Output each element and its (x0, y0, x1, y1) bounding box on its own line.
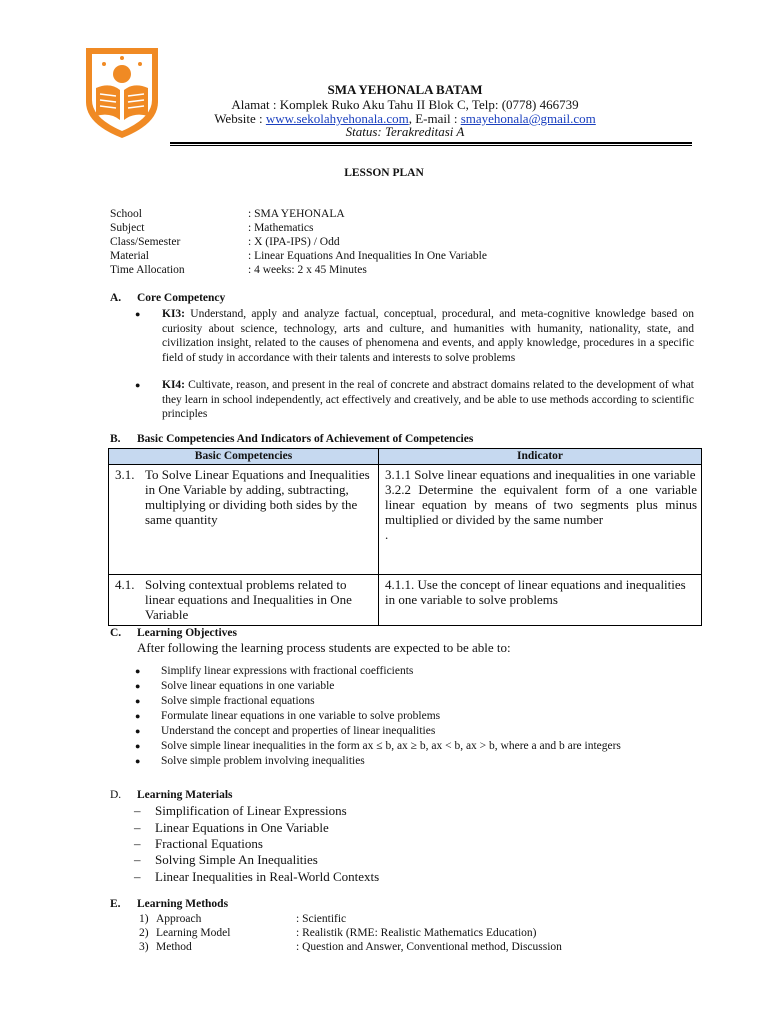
basic-text: To Solve Linear Equations and Inequalities in One Variable by adding, subtracting, multiplying or dividing both sides by the same quantity (145, 467, 370, 527)
bullet-icon: ● (135, 726, 141, 736)
bullet-icon: ● (135, 681, 141, 691)
table-row (109, 465, 702, 575)
material-item: Solving Simple An Inequalities (155, 852, 318, 867)
table-row (109, 575, 702, 626)
info-key: Time Allocation (110, 264, 185, 276)
indicator-line: 4.1.1. Use the concept of linear equations and inequalities in one variable to solve problems (385, 577, 686, 607)
info-value: : Linear Equations And Inequalities In One Variable (248, 250, 487, 262)
document-title: LESSON PLAN (344, 167, 424, 179)
bullet-icon: ● (135, 756, 141, 766)
section-letter: B. (110, 433, 121, 445)
dash-icon: – (134, 803, 141, 818)
bullet-icon: ● (135, 666, 141, 676)
info-value: : 4 weeks: 2 x 45 Minutes (248, 264, 367, 276)
bullet-icon: ● (135, 741, 141, 751)
method-key: Method (156, 941, 192, 953)
objective-item: Solve linear equations in one variable (161, 680, 335, 692)
table-header-row (109, 449, 702, 465)
dash-icon: – (134, 852, 141, 867)
section-title: Basic Competencies And Indicators of Achievement of Competencies (137, 433, 474, 445)
method-key: Approach (156, 913, 202, 925)
dash-icon: – (134, 820, 141, 835)
website-link[interactable]: www.sekolahyehonala.com (265, 111, 409, 126)
indicator-line: . (385, 527, 389, 542)
info-key: Subject (110, 222, 145, 234)
basic-text: Solving contextual problems related to linear equations and Inequalities in One Variable (145, 577, 352, 622)
bullet-icon: ● (135, 380, 141, 390)
email-link[interactable]: smayehonala@gmail.com (460, 111, 596, 126)
school-address: Alamat : Komplek Ruko Aku Tahu II Blok C, Telp: (0778) 466739 (231, 97, 579, 112)
info-value: : Mathematics (248, 222, 314, 234)
basic-number: 3.1. (115, 467, 135, 482)
info-value: : SMA YEHONALA (248, 208, 345, 220)
table-cell-indicator (379, 575, 702, 626)
column-header: Indicator (379, 449, 702, 465)
section-letter: D. (110, 789, 122, 801)
competency-text: Understand, apply and analyze factual, conceptual, procedural, and meta-cognitive knowledge based on curiosity about science, technology, arts and culture, and humanities with humanity, nationality, state, and civilization insight, related to the causes of phenomena and events, and apply knowledge, procedures in a specific field of study in accordance with their talents and interests to solve problems (162, 308, 694, 364)
header-rule (170, 142, 692, 144)
section-title: Learning Objectives (137, 627, 237, 639)
email-label: , E-mail : (408, 111, 461, 126)
info-row (110, 236, 340, 250)
method-row (139, 926, 537, 941)
material-item: Simplification of Linear Expressions (155, 803, 347, 818)
info-key: Class/Semester (110, 236, 181, 248)
objectives-intro: After following the learning process students are expected to be able to: (137, 640, 511, 655)
accreditation-status: Status: Terakreditasi A (345, 124, 465, 139)
info-row (110, 250, 487, 264)
header-rule-thin (170, 145, 692, 146)
method-key: Learning Model (156, 927, 231, 939)
section-title: Core Competency (137, 292, 226, 304)
method-row (139, 940, 562, 955)
method-row (139, 912, 346, 927)
objective-item: Solve simple problem involving inequalities (161, 755, 365, 767)
info-value: : X (IPA-IPS) / Odd (248, 236, 340, 248)
section-letter: C. (110, 627, 122, 639)
section-e-heading (110, 898, 228, 910)
objective-item: Understand the concept and properties of linear inequalities (161, 725, 436, 737)
core-competency-ki4 (162, 378, 694, 422)
table-cell-basic (109, 575, 379, 626)
bullet-icon: ● (135, 696, 141, 706)
objective-item: Simplify linear expressions with fractional coefficients (161, 665, 414, 677)
material-item: Linear Inequalities in Real-World Contexts (155, 869, 380, 884)
competency-label: KI3: (162, 308, 185, 320)
indicator-line: 3.2.2 Determine the equivalent form of a one variable linear equation by means of two segments plus minus multiplied or divided by the same number (385, 482, 697, 527)
section-b-heading (110, 433, 473, 445)
material-item: Fractional Equations (155, 836, 263, 851)
column-header: Basic Competencies (109, 449, 379, 465)
section-c-heading (110, 627, 237, 639)
info-row (110, 264, 367, 278)
basic-number: 4.1. (115, 577, 135, 592)
table-cell-indicator (379, 465, 702, 575)
dash-icon: – (134, 869, 141, 884)
objective-item: Solve simple fractional equations (161, 695, 315, 707)
method-value: : Question and Answer, Conventional method, Discussion (296, 941, 562, 953)
objective-item: Solve simple linear inequalities in the form ax ≤ b, ax ≥ b, ax < b, ax > b, where a and b are integers (161, 740, 621, 752)
method-number: 1) (139, 913, 149, 925)
info-key: School (110, 208, 142, 220)
competency-table (108, 448, 702, 626)
objective-item: Formulate linear equations in one variable to solve problems (161, 710, 441, 722)
website-label: Website : (214, 111, 266, 126)
method-number: 3) (139, 941, 149, 953)
section-title: Learning Methods (137, 898, 229, 910)
info-row (110, 222, 313, 236)
core-competency-ki3 (162, 307, 694, 365)
section-letter: E. (110, 898, 121, 910)
method-number: 2) (139, 927, 149, 939)
bullet-icon: ● (135, 309, 141, 319)
competency-text: Cultivate, reason, and present in the real of concrete and abstract domains related to the development of what they learn in school independently, act effectively and creatively, and be able to use methods according to scientific principles (162, 379, 694, 420)
school-logo (82, 44, 162, 140)
method-value: : Realistik (RME: Realistic Mathematics Education) (296, 927, 537, 939)
competency-label: KI4: (162, 379, 185, 391)
section-d-heading (110, 789, 233, 801)
section-a-heading (110, 292, 225, 304)
bullet-icon: ● (135, 711, 141, 721)
info-key: Material (110, 250, 149, 262)
school-name: SMA YEHONALA BATAM (327, 82, 483, 97)
section-title: Learning Materials (137, 789, 233, 801)
section-letter: A. (110, 292, 122, 304)
info-row (110, 208, 345, 222)
dash-icon: – (134, 836, 141, 851)
indicator-line: 3.1.1 Solve linear equations and inequalities in one variable (385, 467, 696, 482)
table-cell-basic (109, 465, 379, 575)
material-item: Linear Equations in One Variable (155, 820, 329, 835)
method-value: : Scientific (296, 913, 347, 925)
